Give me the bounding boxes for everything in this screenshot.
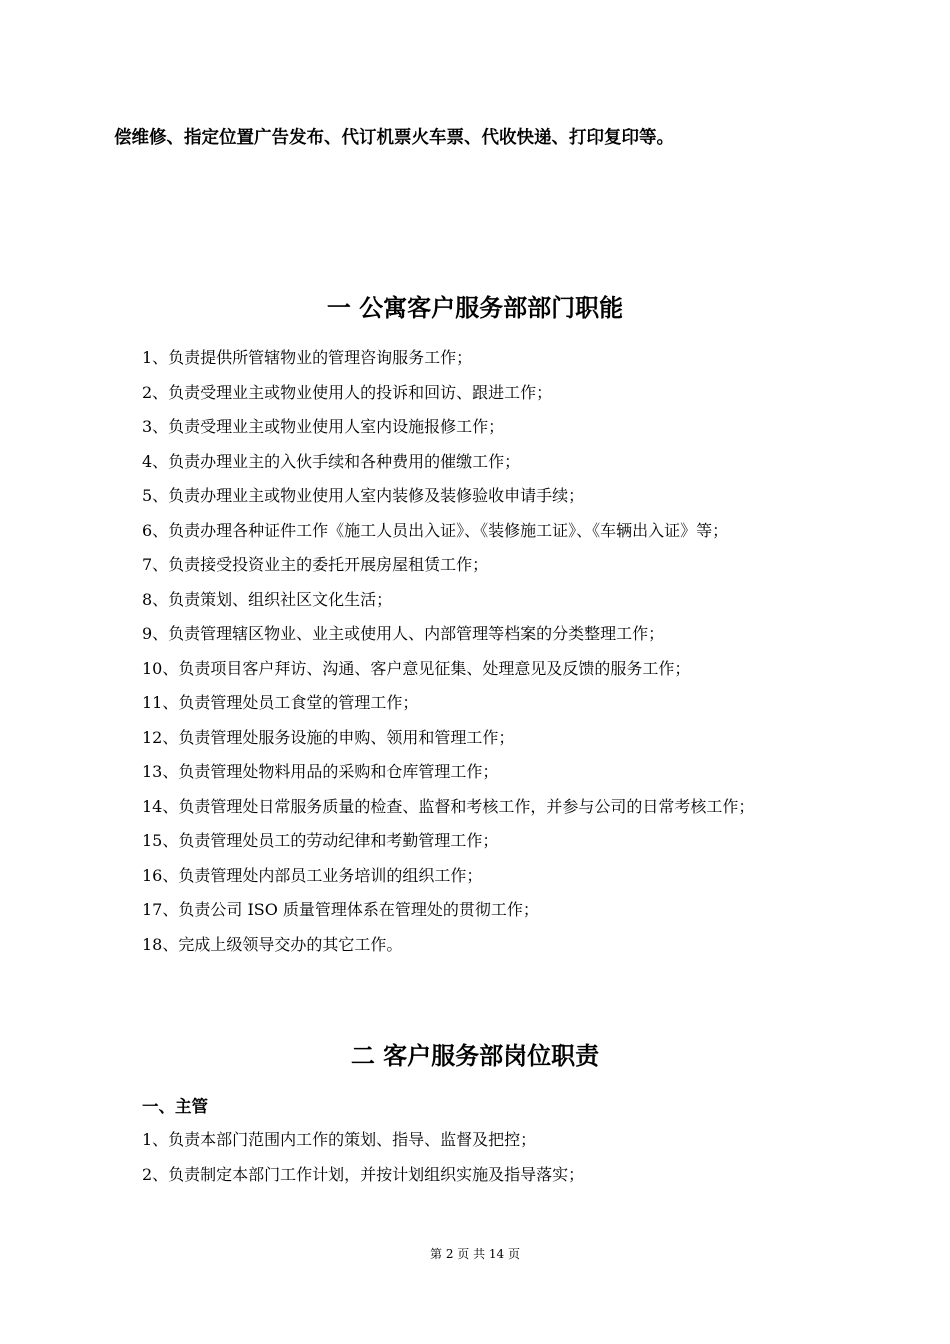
list-item: 18、完成上级领导交办的其它工作。 — [142, 934, 403, 954]
list-item: 7、负责接受投资业主的委托开展房屋租赁工作； — [142, 555, 489, 574]
department-functions-list — [142, 341, 754, 962]
page-footer: 第 2 页 共 14 页 — [430, 1247, 520, 1261]
list-item: 15、负责管理处员工的劳动纪律和考勤管理工作； — [142, 831, 499, 850]
supervisor-duties-list — [142, 1123, 584, 1192]
intro-line: 偿维修、指定位置广告发布、代订机票火车票、代收快递、打印复印等。 — [114, 128, 674, 148]
list-item: 10、负责项目客户拜访、沟通、客户意见征集、处理意见及反馈的服务工作； — [142, 658, 691, 678]
list-item: 1、负责提供所管辖物业的管理咨询服务工作； — [142, 348, 473, 367]
list-item: 9、负责管理辖区物业、业主或使用人、内部管理等档案的分类整理工作； — [142, 624, 665, 643]
list-item: 2、负责受理业主或物业使用人的投诉和回访、跟进工作； — [142, 382, 553, 402]
list-item: 6、负责办理各种证件工作《施工人员出入证》、《装修施工证》、《车辆出入证》等； — [142, 520, 729, 540]
list-item: 13、负责管理处物料用品的采购和仓库管理工作； — [142, 762, 499, 781]
subsection-heading-supervisor: 一、主管 — [142, 1097, 208, 1116]
list-item: 2、负责制定本部门工作计划，并按计划组织实施及指导落实； — [142, 1164, 585, 1184]
list-item: 4、负责办理业主的入伙手续和各种费用的催缴工作； — [142, 451, 521, 471]
list-item: 5、负责办理业主或物业使用人室内装修及装修验收申请手续； — [142, 486, 585, 505]
list-item: 11、负责管理处员工食堂的管理工作； — [142, 693, 419, 712]
list-item: 3、负责受理业主或物业使用人室内设施报修工作； — [142, 417, 505, 436]
list-item: 16、负责管理处内部员工业务培训的组织工作； — [142, 865, 483, 885]
section-heading-job-duties: 二 客户服务部岗位职责 — [350, 1042, 600, 1070]
section-heading-department-functions: 一 公寓客户服务部部门职能 — [326, 294, 624, 322]
list-item: 17、负责公司 ISO 质量管理体系在管理处的贯彻工作； — [142, 900, 539, 919]
list-item: 12、负责管理处服务设施的申购、领用和管理工作； — [142, 727, 515, 747]
list-item: 14、负责管理处日常服务质量的检查、监督和考核工作，并参与公司的日常考核工作； — [142, 796, 755, 816]
list-item: 1、负责本部门范围内工作的策划、指导、监督及把控； — [142, 1130, 537, 1149]
list-item: 8、负责策划、组织社区文化生活； — [142, 589, 393, 609]
